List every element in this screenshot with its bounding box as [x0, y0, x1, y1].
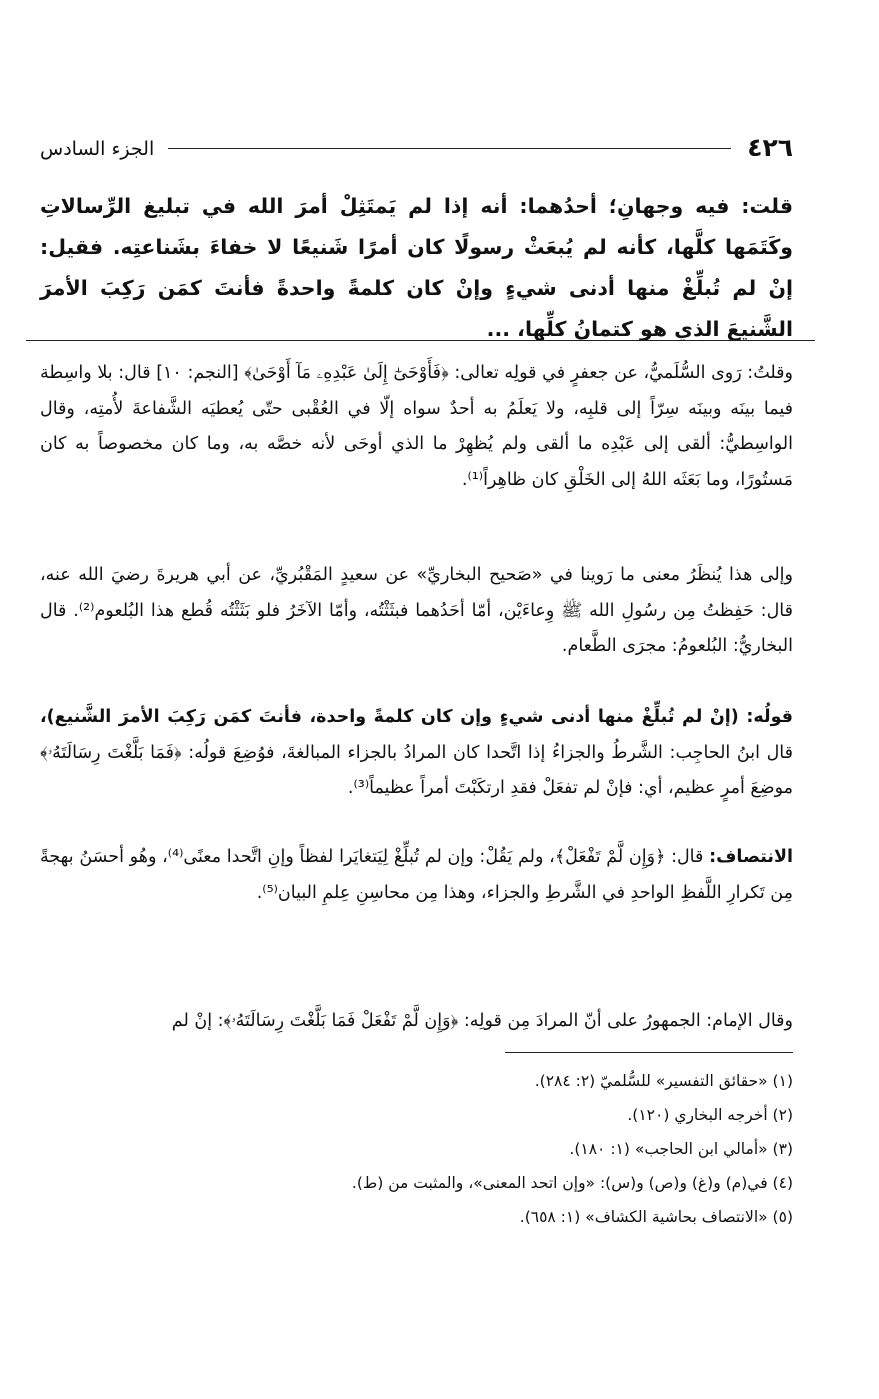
paragraph-3-lead: قولُه: (إنْ لم تُبلِّغْ منها أدنى شيءٍ وإن كان كلمةً واحدة، فأنتَ كمَن رَكِبَ الأمرَ الشَّنيع)،: [40, 707, 793, 727]
paragraph-4: [40, 840, 793, 911]
footnote-1: (١) «حقائق التفسير» للسُّلميّ (٢: ٢٨٤).: [534, 1072, 793, 1090]
paragraph-2: [40, 558, 793, 665]
footnote-3: (٣) «أمالي ابن الحاجب» (١: ١٨٠).: [569, 1140, 793, 1158]
footnote-5: (٥) «الانتصاف بحاشية الكشاف» (١: ٦٥٨).: [519, 1208, 793, 1226]
footnote-rule: [505, 1052, 793, 1053]
paragraph-3: [40, 700, 793, 807]
quoted-commentary: قلت: فيه وجهانِ؛ أحدُهما: أنه إذا لم يَمتَثِلْ أمرَ الله في تبليغ الرِّسالاتِ وكَتَمَها كلَّها، كأنه لم يُبعَثْ رسولًا كان أمرًا شَنيعًا لا خفاءَ بشَناعتِه. فقيل: إنْ لم تُبلِّغْ منها أدنى شيءٍ وإنْ كان كلمةً واحدةً فأنتَ كمَن رَكِبَ الأمرَ الشَّنيعَ الذي هو كتمانُ كلِّها، ...: [40, 194, 793, 341]
page-number: ٤٢٦: [747, 133, 793, 162]
section-separator: [26, 340, 815, 341]
running-title: الجزء السادس: [40, 138, 155, 160]
paragraph-5-text: وقال الإمام: الجمهورُ على أنّ المرادَ مِن قولِه: ﴿وَإِن لَّمْ تَفْعَلْ فَمَا بَلَّغْتَ رِسَالَتَهُۥ﴾: إنْ لم: [171, 1011, 793, 1031]
paragraph-4-lead: الانتصاف:: [709, 847, 793, 867]
paragraph-1-text: وقلتُ: رَوى السُّلَميُّ، عن جعفرٍ في قولِه تعالى: ﴿فَأَوْحَىٰٓ إِلَىٰ عَبْدِهِۦ مَآ أَوْحَىٰ﴾ [النجم: ١٠] قال: بلا واسِطة فيما بينَه وبينَه سِرّاً إلى قلبِه، ولا يَعلَمُ به أحدٌ سواه إلّا في العُقْبى حتّى يُعطيَه الشَّفاعةَ لأُمتِه، وقال الواسِطيُّ: ألقى إلى عَبْدِه ما ألقى ولم يُظهِرْ ما الذي أوحَى لأنه خصَّه به، وما كان مخصوصاً به كان مَستُورًا، وما بَعَثَه اللهُ إلى الخَلْقِ كان ظاهِراً⁽¹⁾.: [40, 363, 793, 490]
page-header: [40, 134, 793, 166]
footnotes: [40, 1064, 793, 1234]
paragraph-3-text: قال ابنُ الحاجِب: الشَّرطُ والجزاءُ إذا اتَّحدا كان المرادُ بالجزاء المبالغةَ، فوُضِعَ قولُه: ﴿فَمَا بَلَّغْتَ رِسَالَتَهُۥ﴾ موضِعَ أمرٍ عظيم، أي: فإنْ لم تفعَلْ فقدِ ارتكَبْتَ أمراً عظيماً⁽³⁾.: [40, 742, 793, 798]
paragraph-2-text: وإلى هذا يُنظَرُ معنى ما رَوينا في «صَحيح البخاريِّ» عن سعيدٍ المَقْبُريِّ، عن أبي هريرةَ رضيَ الله عنه، قال: حَفِظتُ مِن رسُولِ الله ﷺ وِعاءَيْن، أمّا أحَدُهما فبثَثْتُه، وأمّا الآخَرُ فلو بَثَثْتُه قُطع هذا البُلعوم⁽²⁾. قال البخاريُّ: البُلعومُ: مجرَى الطَّعام.: [40, 565, 793, 656]
footnote-2: (٢) أخرجه البخاري (١٢٠).: [627, 1106, 793, 1124]
paragraph-4-text: قال: ﴿وَإِن لَّمْ تَفْعَلْ﴾، ولم يَقُلْ: وإن لم تُبلِّغْ لِيَتغايَرا لفظاً وإنِ اتَّحدا معنًى⁽⁴⁾، وهُو أحسَنُ بهجةً مِن تَكرارِ اللَّفظِ الواحدِ في الشَّرطِ والجزاء، وهذا مِن محاسِنِ عِلمِ البيان⁽⁵⁾.: [40, 847, 793, 903]
header-rule: [168, 148, 731, 149]
paragraph-5: [40, 1004, 793, 1040]
paragraph-1: [40, 356, 793, 498]
footnote-4: (٤) في(م) و(غ) و(ص) و(س): «وإن اتحد المعنى»، والمثبت من (ط).: [351, 1174, 793, 1192]
